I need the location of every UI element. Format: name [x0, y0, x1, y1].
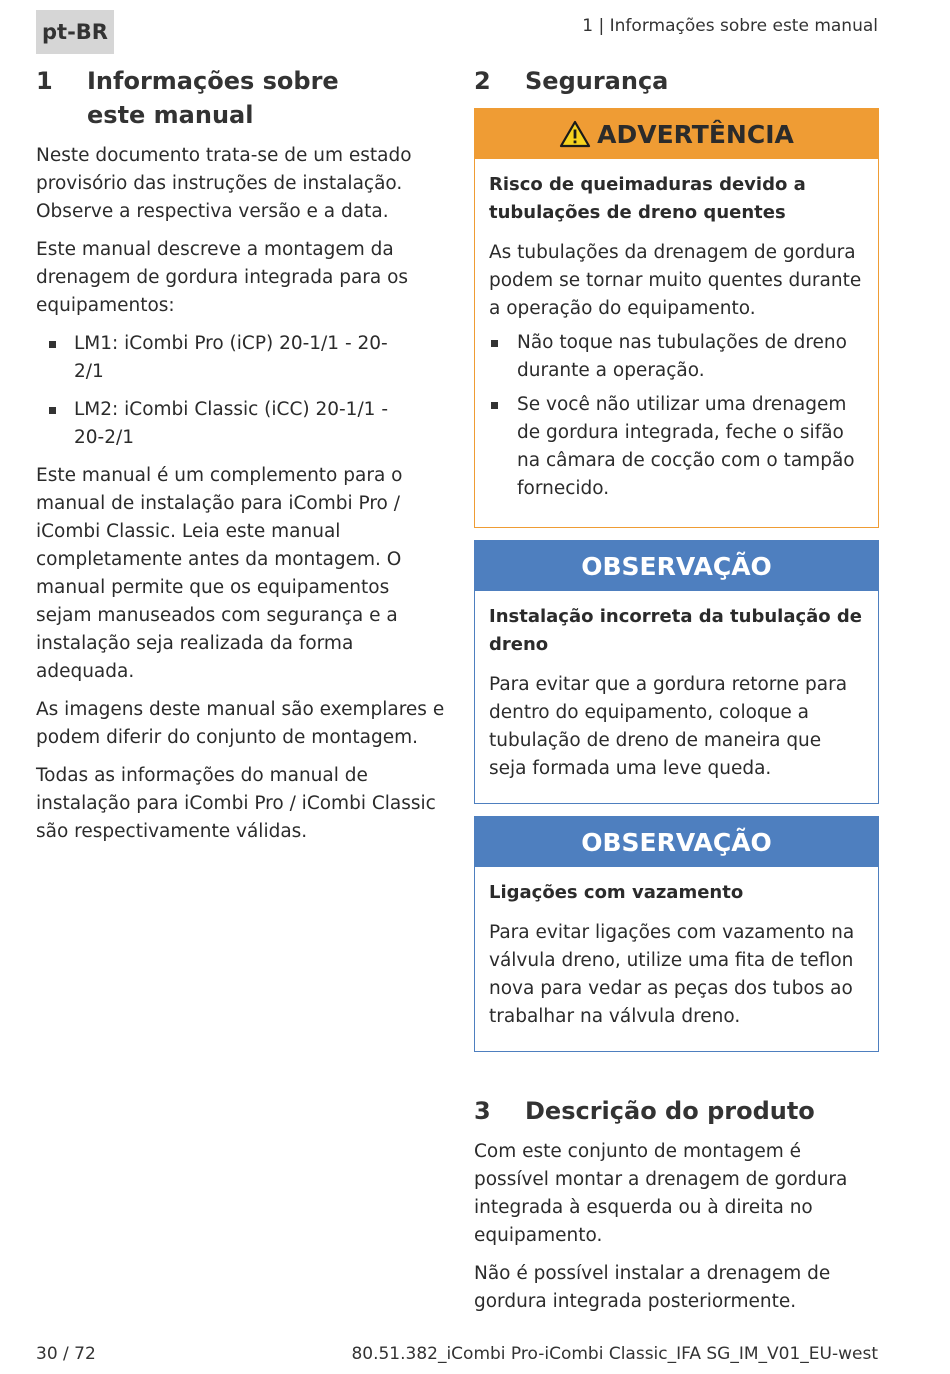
paragraph: Não é possível instalar a drenagem de gordura integrada posteriormente.	[474, 1263, 831, 1312]
bullet-square-icon	[49, 407, 56, 414]
list-item-text: Não toque nas tubulações de dreno durante a operação.	[517, 332, 847, 381]
warning-body	[475, 159, 878, 527]
warning-box	[474, 108, 879, 528]
paragraph: Todas as informações do manual de instalação para iCombi Pro / iCombi Classic são respectivamente válidas.	[36, 765, 436, 842]
list-item-text: Se você não utilizar uma drenagem de gordura integrada, feche o sifão na câmara de cocção com o tampão fornecido.	[517, 394, 855, 499]
notice-header: OBSERVAÇÃO	[475, 817, 878, 867]
section-number: 2	[474, 67, 491, 95]
notice-text: Para evitar ligações com vazamento na válvula dreno, utilize uma fita de teflon nova para vedar as peças dos tubos ao trabalhar na válvula dreno.	[489, 922, 855, 1027]
equipment-list	[36, 330, 448, 452]
running-title: 1 | Informações sobre este manual	[582, 16, 878, 36]
bullet-square-icon	[491, 402, 498, 409]
paragraph: Este manual é um complemento para o manual de instalação para iCombi Pro / iCombi Classic. Leia este manual completamente antes da montagem. O manual permite que os equipamentos sejam manuseados com segurança e a instalação seja realizada da forma adequada.	[36, 465, 403, 682]
notice-subtitle: Ligações com vazamento	[489, 882, 744, 903]
bullet-square-icon	[491, 340, 498, 347]
section-number: 1	[36, 67, 53, 95]
section-title: Segurança	[525, 67, 669, 95]
section-1-heading	[36, 64, 448, 132]
notice-body	[475, 867, 878, 1051]
left-column	[36, 64, 448, 856]
warning-triangle-icon	[559, 120, 591, 148]
paragraph: Neste documento trata-se de um estado provisório das instruções de instalação. Observe a respectiva versão e a data.	[36, 145, 412, 222]
warning-label: ADVERTÊNCIA	[597, 119, 794, 149]
bullet-square-icon	[49, 341, 56, 348]
list-item	[36, 396, 398, 452]
right-column	[474, 64, 879, 1326]
list-item	[489, 329, 864, 385]
notice-box	[474, 540, 879, 804]
paragraph: As imagens deste manual são exemplares e podem diferir do conjunto de montagem.	[36, 699, 445, 748]
list-item	[489, 391, 864, 503]
warning-header	[475, 109, 878, 159]
notice-subtitle: Instalação incorreta da tubulação de dreno	[489, 606, 863, 655]
warning-subtitle: Risco de queimaduras devido a tubulações de dreno quentes	[489, 174, 806, 223]
section-number: 3	[474, 1097, 491, 1125]
list-item-text: LM2: iCombi Classic (iCC) 20-1/1 - 20-2/1	[74, 399, 389, 448]
notice-header: OBSERVAÇÃO	[475, 541, 878, 591]
warning-text: As tubulações da drenagem de gordura podem se tornar muito quentes durante a operação do equipamento.	[489, 242, 862, 319]
notice-text: Para evitar que a gordura retorne para dentro do equipamento, coloque a tubulação de dreno de maneira que seja formada uma leve queda.	[489, 674, 848, 779]
paragraph: Este manual descreve a montagem da drenagem de gordura integrada para os equipamentos:	[36, 239, 409, 316]
list-item-text: LM1: iCombi Pro (iCP) 20-1/1 - 20-2/1	[74, 333, 388, 382]
section-title: Descrição do produto	[525, 1097, 815, 1125]
warning-list	[489, 329, 864, 503]
paragraph: Com este conjunto de montagem é possível montar a drenagem de gordura integrada à esquerda ou à direita no equipamento.	[474, 1141, 848, 1246]
section-2-heading	[474, 64, 879, 98]
notice-box	[474, 816, 879, 1052]
section-3-heading	[474, 1094, 879, 1128]
page-number: 30 / 72	[36, 1344, 96, 1364]
section-title: Informações sobre este manual	[87, 67, 339, 129]
document-id: 80.51.382_iCombi Pro-iCombi Classic_IFA SG_IM_V01_EU-west	[351, 1344, 878, 1364]
notice-body	[475, 591, 878, 803]
language-badge: pt-BR	[36, 10, 114, 54]
list-item	[36, 330, 398, 386]
